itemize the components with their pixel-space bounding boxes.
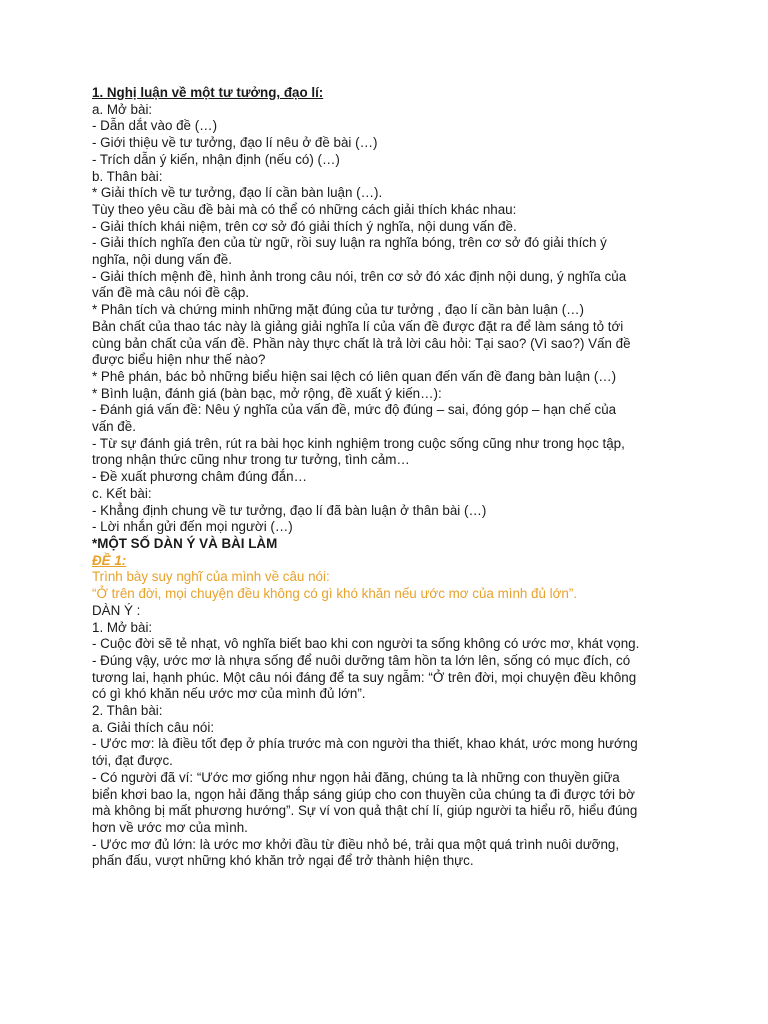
- text-line: - Cuộc đời sẽ tẻ nhạt, vô nghĩa biết bao khi con người ta sống không có ước mơ, khát vọng.: [92, 636, 640, 652]
- text-line: tương lai, hạnh phúc. Một câu nói đáng để ta suy ngẫm: “Ở trên đời, mọi chuyện đều không: [92, 669, 637, 685]
- text-line: - Từ sự đánh giá trên, rút ra bài học kinh nghiệm trong cuộc sống cũng như trong học tập,: [92, 435, 625, 451]
- text-line: * Giải thích về tư tưởng, đạo lí cần bàn luận (…).: [92, 185, 383, 201]
- text-line: - Đúng vậy, ước mơ là nhựa sống để nuôi dưỡng tâm hồn ta lớn lên, sống có mục đích, có: [92, 652, 631, 668]
- text-line: - Đề xuất phương châm đúng đắn…: [92, 469, 308, 485]
- text-line: - Có người đã ví: “Ước mơ giống như ngọn hải đăng, chúng ta là những con thuyền giữa: [92, 769, 620, 785]
- text-line: hơn về ước mơ của mình.: [92, 819, 248, 835]
- text-line: có gì khó khăn nếu ước mơ của mình đủ lớn”.: [92, 686, 366, 702]
- text-line: - Lời nhắn gửi đến mọi người (…): [92, 519, 293, 535]
- text-line: - Khẳng định chung về tư tưởng, đạo lí đã bàn luận ở thân bài (…): [92, 502, 487, 518]
- text-line: - Dẫn dắt vào đề (…): [92, 118, 218, 134]
- text-line: * Phê phán, bác bỏ những biểu hiện sai lệch có liên quan đến vấn đề đang bàn luận (…): [92, 368, 617, 384]
- text-line: “Ở trên đời, mọi chuyện đều không có gì khó khăn nếu ước mơ của mình đủ lớn”.: [92, 586, 578, 602]
- text-line: trong nhận thức cũng như trong tư tưởng, tình cảm…: [92, 452, 410, 468]
- text-line: * Bình luận, đánh giá (bàn bạc, mở rộng, đề xuất ý kiến…):: [92, 385, 442, 401]
- text-line: Tùy theo yêu cầu đề bài mà có thể có những cách giải thích khác nhau:: [92, 201, 517, 217]
- text-line: nghĩa, nội dung vấn đề.: [92, 252, 232, 268]
- exercise-prompt: [92, 569, 728, 602]
- text-line: Trình bày suy nghĩ của mình về câu nói:: [92, 569, 330, 585]
- section-heading: *MỘT SỐ DÀN Ý VÀ BÀI LÀM: [92, 535, 278, 551]
- text-line: * Phân tích và chứng minh những mặt đúng của tư tưởng , đạo lí cần bàn luận (…): [92, 302, 585, 318]
- text-line: mà không bị mất phương hướng”. Sự ví von quả thật chí lí, giúp người ta hiểu rõ, hiểu đúng: [92, 803, 638, 819]
- text-line: Bản chất của thao tác này là giảng giải nghĩa lí của vấn đề được đặt ra để làm sáng tỏ tới: [92, 318, 624, 334]
- document-title: 1. Nghị luận về một tư tưởng, đạo lí:: [92, 85, 324, 100]
- text-line: - Đánh giá vấn đề: Nêu ý nghĩa của vấn đề, mức độ đúng – sai, đóng góp – hạn chế của: [92, 402, 617, 418]
- text-line: c. Kết bài:: [92, 485, 152, 501]
- text-line: - Trích dẫn ý kiến, nhận định (nếu có) (…): [92, 151, 340, 167]
- text-line: tới, đạt được.: [92, 753, 173, 769]
- text-line: cùng bản chất của vấn đề. Phần này thực chất là trả lời câu hỏi: Tại sao? (Vì sao?) Vấn đề: [92, 335, 631, 351]
- document-body: [92, 102, 728, 536]
- text-line: - Giới thiệu về tư tưởng, đạo lí nêu ở đề bài (…): [92, 135, 378, 151]
- exercise-title: ĐỀ 1:: [92, 552, 127, 568]
- text-line: - Giải thích khái niệm, trên cơ sở đó giải thích ý nghĩa, nội dung vấn đề.: [92, 218, 517, 234]
- text-line: biển khơi bao la, ngọn hải đăng thắp sáng giúp cho con thuyền của chúng ta đi được tới bờ: [92, 786, 635, 802]
- text-line: - Ước mơ: là điều tốt đẹp ở phía trước mà con người tha thiết, khao khát, ước mong hướng: [92, 736, 638, 752]
- text-line: DÀN Ý :: [92, 602, 141, 618]
- text-line: được biểu hiện như thế nào?: [92, 352, 266, 368]
- text-line: - Ước mơ đủ lớn: là ước mơ khởi đầu từ điều nhỏ bé, trải qua một quá trình nuôi dưỡng,: [92, 836, 620, 852]
- text-line: - Giải thích mệnh đề, hình ảnh trong câu nói, trên cơ sở đó xác định nội dung, ý nghĩa của: [92, 268, 627, 284]
- text-line: vấn đề mà câu nói đề cập.: [92, 285, 250, 301]
- text-line: phấn đấu, vượt những khó khăn trở ngại để trở thành hiện thực.: [92, 853, 474, 869]
- exercise-outline: [92, 603, 728, 870]
- text-line: a. Mở bài:: [92, 101, 153, 117]
- text-line: a. Giải thích câu nói:: [92, 719, 215, 735]
- text-line: 2. Thân bài:: [92, 703, 163, 719]
- text-line: 1. Mở bài:: [92, 619, 153, 635]
- text-line: - Giải thích nghĩa đen của từ ngữ, rồi suy luận ra nghĩa bóng, trên cơ sở đó giải thích ý: [92, 235, 607, 251]
- text-line: vấn đề.: [92, 419, 136, 435]
- text-line: b. Thân bài:: [92, 168, 163, 184]
